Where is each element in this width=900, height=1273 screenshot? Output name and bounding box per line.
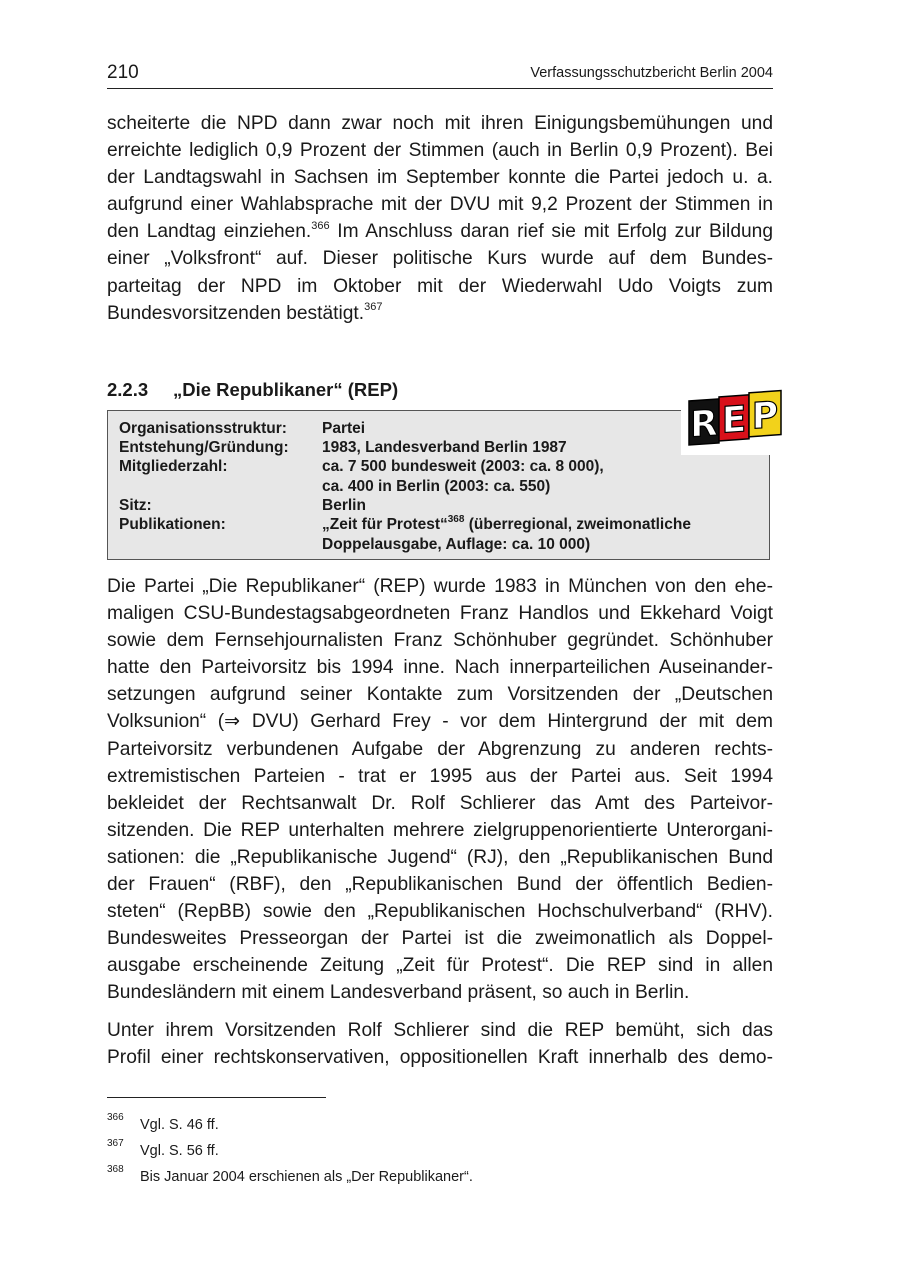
fact-value xyxy=(322,513,691,534)
text-line: Profil einer rechtskonservativen, oppositionellen Kraft innerhalb des demo- xyxy=(107,1047,773,1069)
fact-value: Berlin xyxy=(322,497,366,514)
logo-letter: E xyxy=(721,399,747,442)
fact-label: Organisationsstruktur: xyxy=(119,420,287,437)
fact-label: Entstehung/Gründung: xyxy=(119,439,289,456)
text-line: sowie dem Fernsehjournalisten Franz Schönhuber gegründet. Schönhuber xyxy=(107,630,773,652)
logo-letter: R xyxy=(690,403,718,446)
text-line: extremistischen Parteien - trat er 1995 aus der Partei aus. Seit 1994 xyxy=(107,765,773,787)
fact-value: Doppelausgabe, Auflage: ca. 10 000) xyxy=(322,536,591,553)
text-line: hatte den Parteivorsitz bis 1994 inne. Nach innerparteilichen Auseinander- xyxy=(107,657,773,679)
closing-paragraph xyxy=(107,1017,773,1071)
footnote-number: 368 xyxy=(107,1164,124,1175)
footnote-text: Bis Januar 2004 erschienen als „Der Republikaner“. xyxy=(140,1169,473,1185)
text-line: scheiterte die NPD dann zwar noch mit ihren Einigungsbemühungen und xyxy=(107,113,773,134)
text-line: steten“ (RepBB) sowie den „Republikanischen Hochschulverband“ (RHV). xyxy=(107,901,773,923)
text-line: der Frauen“ (RBF), den „Republikanischen Bund der öffentlich Bedien- xyxy=(107,874,773,896)
footnote-divider xyxy=(107,1097,326,1098)
footnote-ref: 366 xyxy=(311,219,330,232)
logo-letter: P xyxy=(751,394,779,438)
fact-value: ca. 400 in Berlin (2003: ca. 550) xyxy=(322,478,551,495)
text-line: bekleidet der Rechtsanwalt Dr. Rolf Schlierer das Amt des Parteivor- xyxy=(107,792,773,814)
text-line: Parteivorsitz verbundenen Aufgabe der Abgrenzung zu anderen rechts- xyxy=(107,738,773,760)
text-line: setzungen aufgrund seiner Kontakte zum Vorsitzenden der „Deutschen xyxy=(107,684,773,706)
footnote-number: 367 xyxy=(107,1138,124,1149)
text-line: erreichte lediglich 0,9 Prozent der Stimmen (auch in Berlin 0,9 Prozent). Bei xyxy=(107,140,773,162)
text-line: der Landtagswahl in Sachsen im September konnte die Partei jedoch u. a. xyxy=(107,167,773,189)
page-number: 210 xyxy=(107,62,139,83)
section-heading xyxy=(107,379,398,401)
text-line: sitzenden. Die REP unterhalten mehrere zielgruppenorientierte Unterorgani- xyxy=(107,819,773,841)
fact-label: Publikationen: xyxy=(119,516,226,533)
fact-value: 1983, Landesverband Berlin 1987 xyxy=(322,439,567,456)
text-segment: „Zeit für Protest“ xyxy=(322,516,448,533)
text-line: einer „Volksfront“ auf. Dieser politische Kurs wurde auf dem Bundes- xyxy=(107,248,773,270)
text-segment: Bundesvorsitzenden bestätigt. xyxy=(107,302,365,324)
rep-logo xyxy=(681,383,794,455)
text-line: sationen: die „Republikanische Jugend“ (RJ), den „Republikanischen Bund xyxy=(107,846,773,868)
fact-value: Partei xyxy=(322,420,366,437)
text-line: Bundesweites Presseorgan der Partei ist die zweimonatlich als Doppel- xyxy=(107,928,773,950)
fact-label: Sitz: xyxy=(119,497,152,514)
text-line xyxy=(107,218,773,245)
fact-label: Mitgliederzahl: xyxy=(119,458,228,475)
rep-logo-graphic xyxy=(681,383,794,455)
section-title: „Die Republikaner“ (REP) xyxy=(173,379,399,400)
fact-value: ca. 7 500 bundesweit (2003: ca. 8 000), xyxy=(322,458,604,475)
footnote-text: Vgl. S. 56 ff. xyxy=(140,1143,219,1159)
footnote-ref: 368 xyxy=(447,513,465,525)
text-line: Die Partei „Die Republikaner“ (REP) wurde 1983 in München von den ehe- xyxy=(107,576,773,597)
footnote-number: 366 xyxy=(107,1112,124,1123)
text-line: parteitag der NPD im Oktober mit der Wiederwahl Udo Voigts zum xyxy=(107,275,773,297)
text-line: ausgabe erscheinende Zeitung „Zeit für Protest“. Die REP sind in allen xyxy=(107,955,773,977)
text-line: Bundesländern mit einem Landesverband präsent, so auch in Berlin. xyxy=(107,982,690,1004)
footnote-text: Vgl. S. 46 ff. xyxy=(140,1117,219,1133)
text-line: aufgrund einer Wahlabsprache mit der DVU mit 9,2 Prozent der Stimmen in xyxy=(107,194,773,216)
text-segment: den Landtag einziehen. xyxy=(107,221,312,243)
section-number: 2.2.3 xyxy=(107,379,149,400)
intro-paragraph xyxy=(107,110,773,327)
footnote-ref: 367 xyxy=(364,301,383,314)
text-line xyxy=(107,300,773,327)
body-paragraph xyxy=(107,573,773,1007)
text-segment: (überregional, zweimonatliche xyxy=(464,516,691,533)
fact-box xyxy=(107,410,770,560)
text-line: Unter ihrem Vorsitzenden Rolf Schlierer sind die REP bemüht, sich das xyxy=(107,1020,773,1041)
text-line: Volksunion“ (⇒ DVU) Gerhard Frey - vor dem Hintergrund der mit dem xyxy=(107,711,773,733)
page-header xyxy=(107,62,773,89)
text-line: maligen CSU-Bundestagsabgeordneten Franz Handlos und Ekkehard Voigt xyxy=(107,603,773,625)
running-title: Verfassungsschutzbericht Berlin 2004 xyxy=(530,65,773,81)
text-segment: Im Anschluss daran rief sie mit Erfolg zur Bildung xyxy=(329,221,773,243)
